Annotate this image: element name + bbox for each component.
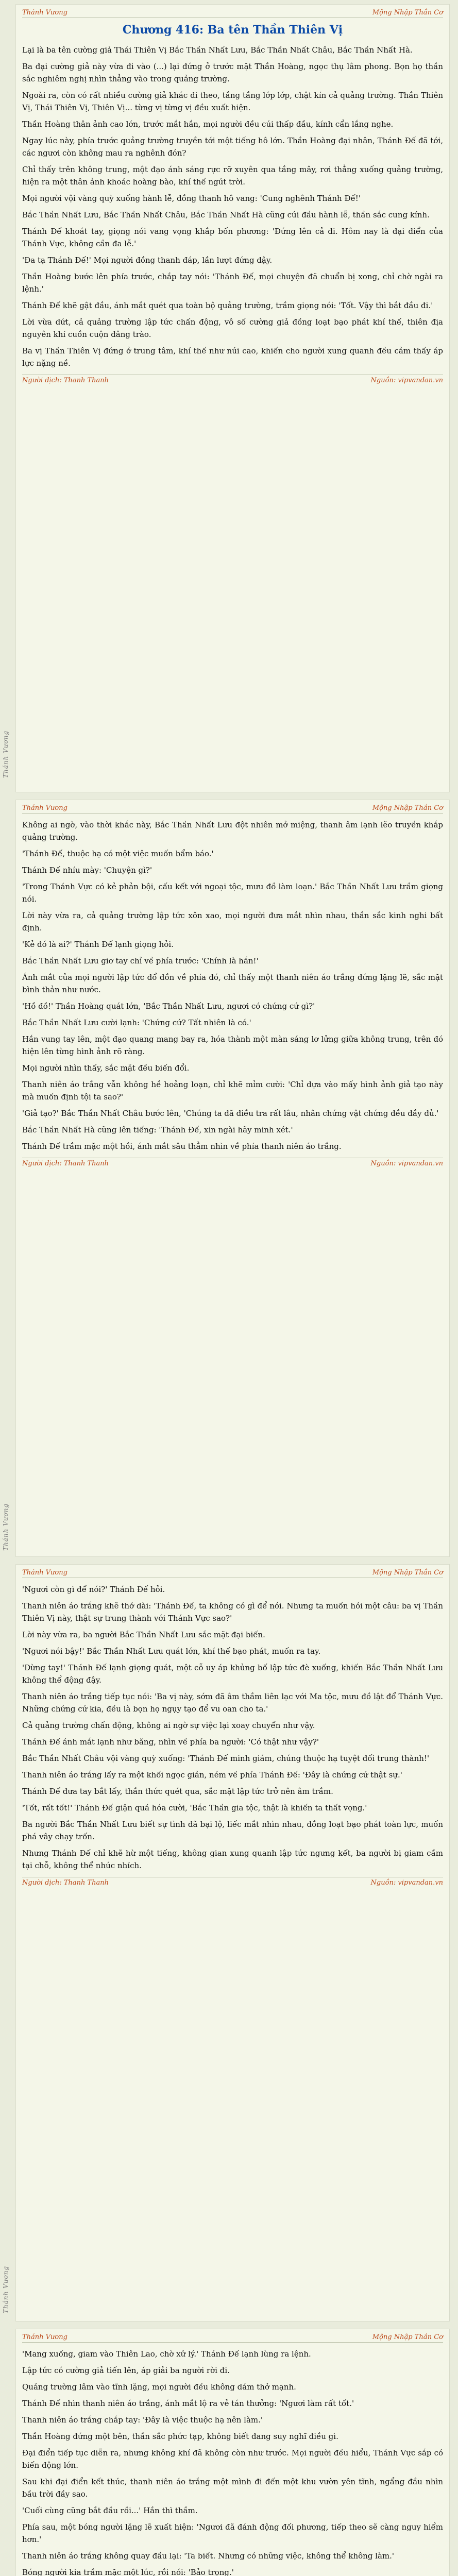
- header-right: Mộng Nhập Thần Cơ: [372, 2333, 443, 2341]
- header-right: Mộng Nhập Thần Cơ: [372, 804, 443, 812]
- paragraph: Thanh niên áo trắng lấy ra một khối ngọc giản, ném về phía Thánh Đế: 'Đây là chứng cứ thật sự.': [22, 1770, 402, 1780]
- paragraph: Mọi người vội vàng quỳ xuống hành lễ, đồng thanh hô vang: 'Cung nghênh Thánh Đế!': [22, 194, 361, 203]
- side-label: Thánh Vương: [2, 1503, 9, 1551]
- translator-credit: Người dịch: Thanh Thanh: [22, 377, 109, 384]
- paragraph: 'Cuối cùng cũng bắt đầu rồi...' Hắn thì thầm.: [22, 2506, 198, 2515]
- paragraph: 'Thánh Đế, thuộc hạ có một việc muốn bẩm báo.': [22, 849, 214, 858]
- paragraph: Lời vừa dứt, cả quảng trường lập tức chấn động, vô số cường giả đồng loạt bạo phát khí thế, thiên địa nguyên khí cuồn cuộn dâng trào.: [22, 317, 443, 339]
- paragraph: Thánh Đế nhìn thanh niên áo trắng, ánh mắt lộ ra vẻ tán thưởng: 'Ngươi làm rất tốt.': [22, 2399, 354, 2408]
- source-credit: Nguồn: vipvandan.vn: [370, 377, 443, 384]
- paragraph: 'Ngươi còn gì để nói?' Thánh Đế hỏi.: [22, 1585, 165, 1594]
- paragraph: Ánh mắt của mọi người lập tức đổ dồn về phía đó, chỉ thấy một thanh niên áo trắng đứng lặng lẽ, sắc mặt bình thản như nước.: [22, 973, 443, 994]
- source-credit: Nguồn: vipvandan.vn: [370, 1879, 443, 1887]
- header-left: Thánh Vương: [22, 2333, 67, 2341]
- paragraph: Ngoài ra, còn có rất nhiều cường giả khác đi theo, tầng tầng lớp lớp, chật kín cả quảng trường. Thần Thiên Vị, Thái Thiên Vị, Thiên Vị... từng vị từng vị đều xuất hiện.: [22, 91, 443, 112]
- page-header: [22, 804, 443, 814]
- translator-credit: Người dịch: Thanh Thanh: [22, 1160, 109, 1167]
- paragraph: Ba đại cường giả này vừa đi vào (...) lại đứng ở trước mặt Thần Hoàng, ngọc thụ lâm phong. Bọn họ thần sắc nghiêm nghị nhìn thẳng vào trong quảng trường.: [22, 62, 443, 83]
- paragraph: 'Tốt, rất tốt!' Thánh Đế giận quá hóa cười, 'Bắc Thần gia tộc, thật là khiến ta thất vọng.': [22, 1803, 367, 1812]
- header-right: Mộng Nhập Thần Cơ: [372, 1569, 443, 1577]
- paragraph: Ba vị Thần Thiên Vị đứng ở trung tâm, khí thế như núi cao, khiến cho người xung quanh đều cảm thấy áp lực nặng nề.: [22, 346, 443, 368]
- translator-credit: Người dịch: Thanh Thanh: [22, 1879, 109, 1887]
- chapter-title: Chương 416: Ba tên Thần Thiên Vị: [122, 23, 343, 37]
- header-left: Thánh Vương: [22, 804, 67, 812]
- page-footer: [22, 1158, 443, 1167]
- page-footer: [22, 375, 443, 384]
- paragraph: Mọi người nhìn thấy, sắc mặt đều biến đổi.: [22, 1063, 190, 1073]
- page-header: [22, 2333, 443, 2343]
- page-section-2: [15, 800, 450, 1557]
- paragraph: Ba người Bắc Thần Nhất Lưu biết sự tình đã bại lộ, liếc mắt nhìn nhau, đồng loạt bạo phát toàn lực, muốn phá vây chạy trốn.: [22, 1820, 443, 1841]
- paragraph: Thánh Đế khoát tay, giọng nói vang vọng khắp bốn phương: 'Đứng lên cả đi. Hôm nay là đại điển của Thánh Vực, không cần đa lễ.': [22, 227, 443, 248]
- page-header: [22, 1569, 443, 1578]
- paragraph: Thanh niên áo trắng vẫn không hề hoảng loạn, chỉ khẽ mỉm cười: 'Chỉ dựa vào mấy hình ảnh giả tạo này mà muốn định tội ta sao?': [22, 1080, 443, 1101]
- header-left: Thánh Vương: [22, 9, 67, 16]
- paragraph: Bóng người kia trầm mặc một lúc, rồi nói: 'Bảo trọng.': [22, 2568, 234, 2576]
- paragraph: Thần Hoàng đứng một bên, thần sắc phức tạp, không biết đang suy nghĩ điều gì.: [22, 2432, 338, 2441]
- paragraph: Bắc Thần Nhất Hà cũng lên tiếng: 'Thánh Đế, xin ngài hãy minh xét.': [22, 1125, 293, 1134]
- paragraph: Thánh Đế trầm mặc một hồi, ánh mắt sâu thẳm nhìn về phía thanh niên áo trắng.: [22, 1142, 342, 1151]
- paragraph: 'Hồ đồ!' Thần Hoàng quát lớn, 'Bắc Thần Nhất Lưu, ngươi có chứng cứ gì?': [22, 1002, 315, 1011]
- paragraph: Bắc Thần Nhất Châu vội vàng quỳ xuống: 'Thánh Đế minh giám, chúng thuộc hạ tuyệt đối trung thành!': [22, 1754, 430, 1763]
- paragraph: Quảng trường lâm vào tĩnh lặng, mọi người đều không dám thở mạnh.: [22, 2382, 296, 2392]
- source-credit: Nguồn: vipvandan.vn: [370, 1160, 443, 1167]
- paragraph: Chỉ thấy trên không trung, một đạo ánh sáng rực rỡ xuyên qua tầng mây, rơi thẳng xuống quảng trường, hiện ra một thân ảnh khoác hoàng bào, khí thế ngút trời.: [22, 165, 443, 187]
- paragraph: Lại là ba tên cường giả Thái Thiên Vị Bắc Thần Nhất Lưu, Bắc Thần Nhất Châu, Bắc Thần Nhất Hà.: [22, 45, 413, 55]
- paragraph: Thánh Đế đưa tay bắt lấy, thần thức quét qua, sắc mặt lập tức trở nên âm trầm.: [22, 1787, 333, 1796]
- page-footer: [22, 1877, 443, 1887]
- header-right: Mộng Nhập Thần Cơ: [372, 9, 443, 16]
- paragraph: 'Mang xuống, giam vào Thiên Lao, chờ xử lý.' Thánh Đế lạnh lùng ra lệnh.: [22, 2349, 311, 2359]
- paragraph: Đại điển tiếp tục diễn ra, nhưng không khí đã không còn như trước. Mọi người đều hiểu, Thánh Vực sắp có biến động lớn.: [22, 2448, 443, 2470]
- paragraph: Thần Hoàng bước lên phía trước, chắp tay nói: 'Thánh Đế, mọi chuyện đã chuẩn bị xong, chỉ chờ ngài ra lệnh.': [22, 272, 443, 294]
- page-section-4: [15, 2329, 450, 2576]
- paragraph: 'Trong Thánh Vực có kẻ phản bội, cấu kết với ngoại tộc, mưu đồ làm loạn.' Bắc Thần Nhất Lưu trầm giọng nói.: [22, 882, 443, 904]
- paragraph: Cả quảng trường chấn động, không ai ngờ sự việc lại xoay chuyển như vậy.: [22, 1721, 315, 1730]
- page-section-1: [15, 4, 450, 792]
- paragraph: Thanh niên áo trắng tiếp tục nói: 'Ba vị này, sớm đã âm thầm liên lạc với Ma tộc, mưu đồ lật đổ Thánh Vực. Những chứng cứ kia, đều là bọn họ ngụy tạo để vu oan cho ta.': [22, 1692, 443, 1714]
- paragraph: Hắn vung tay lên, một đạo quang mang bay ra, hóa thành một màn sáng lơ lửng giữa không trung, trên đó hiện lên từng hình ảnh rõ ràng.: [22, 1035, 443, 1056]
- paragraph: Thanh niên áo trắng chắp tay: 'Đây là việc thuộc hạ nên làm.': [22, 2415, 263, 2425]
- paragraph: 'Giả tạo?' Bắc Thần Nhất Châu bước lên, 'Chúng ta đã điều tra rất lâu, nhân chứng vật chứng đều đầy đủ.': [22, 1109, 439, 1118]
- paragraph: 'Ngươi nói bậy!' Bắc Thần Nhất Lưu quát lớn, khí thế bạo phát, muốn ra tay.: [22, 1647, 321, 1656]
- page-section-3: [15, 1564, 450, 2321]
- paragraph: Thần Hoàng thân ảnh cao lớn, trước mắt hắn, mọi người đều cúi thấp đầu, kính cẩn lắng nghe.: [22, 120, 394, 129]
- paragraph: Bắc Thần Nhất Lưu, Bắc Thần Nhất Châu, Bắc Thần Nhất Hà cũng cúi đầu hành lễ, thần sắc cung kính.: [22, 210, 430, 219]
- side-label: Thánh Vương: [2, 730, 9, 778]
- paragraph: Thánh Đế nhíu mày: 'Chuyện gì?': [22, 866, 152, 875]
- paragraph: Nhưng Thánh Đế chỉ khẽ hừ một tiếng, không gian xung quanh lập tức ngưng kết, ba người bị giam cầm tại chỗ, không thể nhúc nhích.: [22, 1849, 443, 1870]
- side-label: [2, 2334, 13, 2576]
- paragraph: Sau khi đại điển kết thúc, thanh niên áo trắng một mình đi đến một khu vườn yên tĩnh, ngẩng đầu nhìn bầu trời đầy sao.: [22, 2477, 443, 2499]
- paragraph: Lời này vừa ra, ba người Bắc Thần Nhất Lưu sắc mặt đại biến.: [22, 1630, 265, 1639]
- paragraph: Thanh niên áo trắng khẽ thở dài: 'Thánh Đế, ta không có gì để nói. Nhưng ta muốn hỏi một câu: ba vị Thần Thiên Vị này, thật sự trung thành với Thánh Vực sao?': [22, 1601, 443, 1623]
- paragraph: Bắc Thần Nhất Lưu giơ tay chỉ về phía trước: 'Chính là hắn!': [22, 956, 259, 965]
- page-header: [22, 9, 443, 18]
- paragraph: Không ai ngờ, vào thời khắc này, Bắc Thần Nhất Lưu đột nhiên mở miệng, thanh âm lạnh lẽo truyền khắp quảng trường.: [22, 820, 443, 842]
- paragraph: Lập tức có cường giả tiến lên, áp giải ba người rời đi.: [22, 2366, 230, 2375]
- paragraph: Bắc Thần Nhất Lưu cười lạnh: 'Chứng cứ? Tất nhiên là có.': [22, 1018, 251, 1027]
- paragraph: Ngay lúc này, phía trước quảng trường truyền tới một tiếng hô lớn. Thần Hoàng đại nhân, Thánh Đế đã tới, các ngươi còn không mau ra nghênh đón?: [22, 136, 443, 158]
- paragraph: 'Kẻ đó là ai?' Thánh Đế lạnh giọng hỏi.: [22, 940, 174, 949]
- side-label: Thánh Vương: [2, 2265, 9, 2313]
- paragraph: Phía sau, một bóng người lặng lẽ xuất hiện: 'Ngươi đã đánh động đối phương, tiếp theo sẽ càng nguy hiểm hơn.': [22, 2522, 443, 2544]
- paragraph: 'Dừng tay!' Thánh Đế lạnh giọng quát, một cỗ uy áp khủng bố lập tức đè xuống, khiến Bắc Thần Nhất Lưu không thể động đậy.: [22, 1663, 443, 1685]
- paragraph: Lời này vừa ra, cả quảng trường lập tức xôn xao, mọi người đưa mắt nhìn nhau, thần sắc kinh nghi bất định.: [22, 911, 443, 933]
- header-left: Thánh Vương: [22, 1569, 67, 1577]
- paragraph: Thánh Đế ánh mắt lạnh như băng, nhìn về phía ba người: 'Có thật như vậy?': [22, 1737, 319, 1747]
- paragraph: 'Đa tạ Thánh Đế!' Mọi người đồng thanh đáp, lần lượt đứng dậy.: [22, 256, 273, 265]
- paragraph: Thanh niên áo trắng không quay đầu lại: 'Ta biết. Nhưng có những việc, không thể không làm.': [22, 2551, 395, 2561]
- paragraph: Thánh Đế khẽ gật đầu, ánh mắt quét qua toàn bộ quảng trường, trầm giọng nói: 'Tốt. Vậy thì bắt đầu đi.': [22, 301, 433, 310]
